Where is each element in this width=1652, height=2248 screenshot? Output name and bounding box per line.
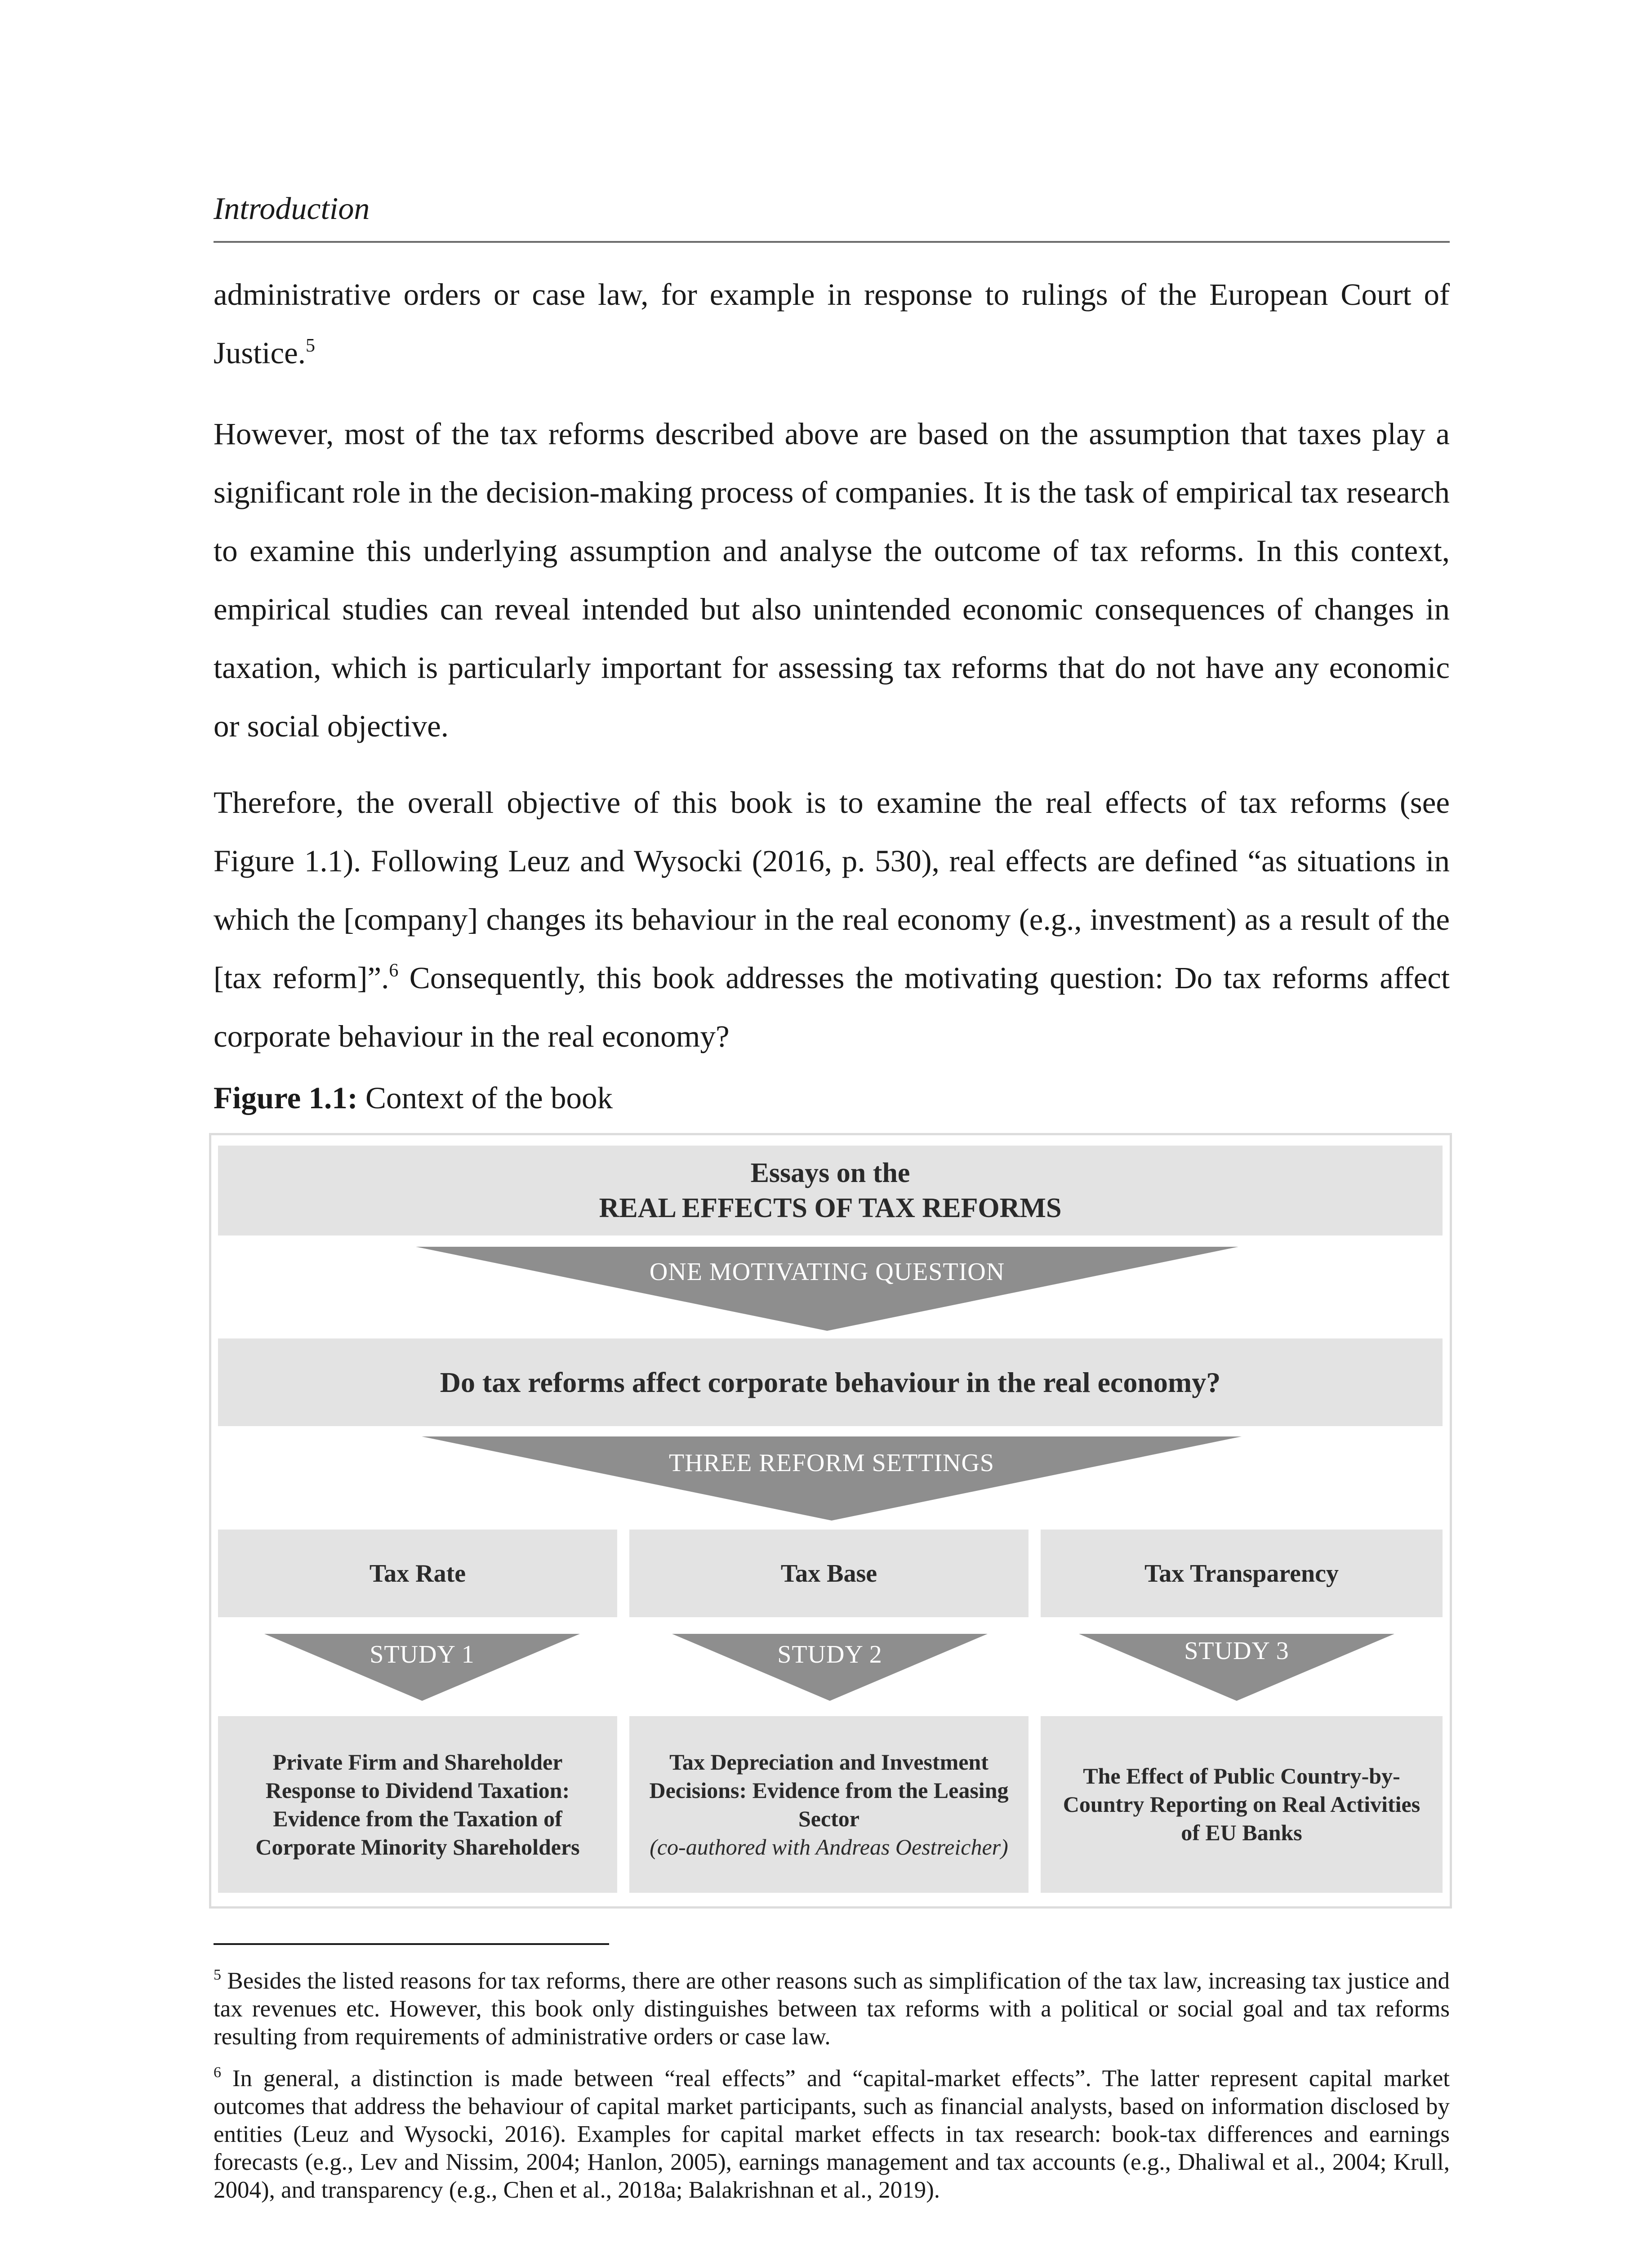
study-1-label: STUDY 1	[370, 1641, 475, 1668]
study-3-title: The Effect of Public Country-by-Country Reporting on Real Activities of EU Banks	[1063, 1763, 1420, 1845]
figure-title-line1: Essays on the	[750, 1158, 910, 1188]
figure-label: Figure 1.1:	[214, 1081, 358, 1115]
footnote-rule	[214, 1943, 609, 1945]
paragraph-3-text-after: Consequently, this book addresses the motivating question: Do tax reforms affect corporate behaviour in the real economy?	[214, 961, 1450, 1053]
footnote-ref-6: 6	[389, 960, 399, 981]
footnote-6-text: In general, a distinction is made between “real effects” and “capital-market effects”. The latter represent capital market outcomes that address the behaviour of capital market participants, such as financial analysts, based on information disclosed by entities (Leuz and Wysocki, 2016). Examples for capital market effects in tax research: book-tax differences and earnings forecasts (e.g., Lev and Nissim, 2004; Hanlon, 2005), earnings management and tax accounts (e.g., Dhaliwal et al., 2004; Krull, 2004), and transparency (e.g., Chen et al., 2018a; Balakrishnan et al., 2019).	[214, 2065, 1450, 2203]
paragraph-3-text-before: Therefore, the overall objective of this book is to examine the real effects of tax reforms (see Figure 1.1). Following Leuz and Wysocki (2016, p. 530), real effects are defined “as situations in which the [company] changes its behaviour in the real economy (e.g., investment) as a result of the [tax reform]”.	[214, 785, 1450, 995]
running-head: Introduction	[214, 192, 370, 226]
question-box: Do tax reforms affect corporate behaviour in the real economy?	[218, 1338, 1443, 1426]
study-3-label: STUDY 3	[1184, 1637, 1289, 1665]
setting-tax-rate: Tax Rate	[218, 1530, 617, 1617]
footnote-6-number: 6	[214, 2064, 221, 2081]
study-2-coauthor-note: (co-authored with Andreas Oestreicher)	[650, 1834, 1008, 1860]
footnote-6	[214, 2065, 1450, 2204]
study-3-box	[1041, 1716, 1443, 1893]
paragraph-2: However, most of the tax reforms described above are based on the assumption that taxes play a significant role in the decision-making process of companies. It is the task of empirical tax research to examine this underlying assumption and analyse the outcome of tax reforms. In this context, empirical studies can reveal intended but also unintended economic consequences of changes in taxation, which is particularly important for assessing tax reforms that do not have any economic or social objective.	[214, 417, 1450, 743]
arrow-label-reform-settings: THREE REFORM SETTINGS	[668, 1449, 995, 1477]
arrow-label-motivating-question: ONE MOTIVATING QUESTION	[649, 1258, 1005, 1286]
footnote-5-text: Besides the listed reasons for tax reforms, there are other reasons such as simplification of the tax law, increasing tax justice and tax revenues etc. However, this book only distinguishes between tax reforms with a political or social goal and tax reforms resulting from requirements of administrative orders or case law.	[214, 1968, 1450, 2050]
study-1-title: Private Firm and Shareholder Response to Dividend Taxation: Evidence from the Taxation of Corporate Minority Shareholders	[255, 1749, 580, 1860]
study-1-box	[218, 1716, 617, 1893]
study-2-title: Tax Depreciation and Investment Decisions: Evidence from the Leasing Sector	[649, 1749, 1009, 1831]
figure-caption-text: Context of the book	[357, 1081, 613, 1115]
footnote-5-number: 5	[214, 1967, 221, 1983]
setting-tax-base: Tax Base	[629, 1530, 1029, 1617]
figure-title-line2: REAL EFFECTS OF TAX REFORMS	[599, 1193, 1062, 1223]
study-2-label: STUDY 2	[777, 1641, 882, 1668]
paragraph-1-text: administrative orders or case law, for example in response to rulings of the European Court of Justice.	[214, 277, 1450, 370]
footnote-5	[214, 1967, 1450, 2051]
setting-tax-transparency: Tax Transparency	[1041, 1530, 1443, 1617]
study-2-box	[629, 1716, 1029, 1893]
footnote-ref-5: 5	[306, 335, 316, 356]
